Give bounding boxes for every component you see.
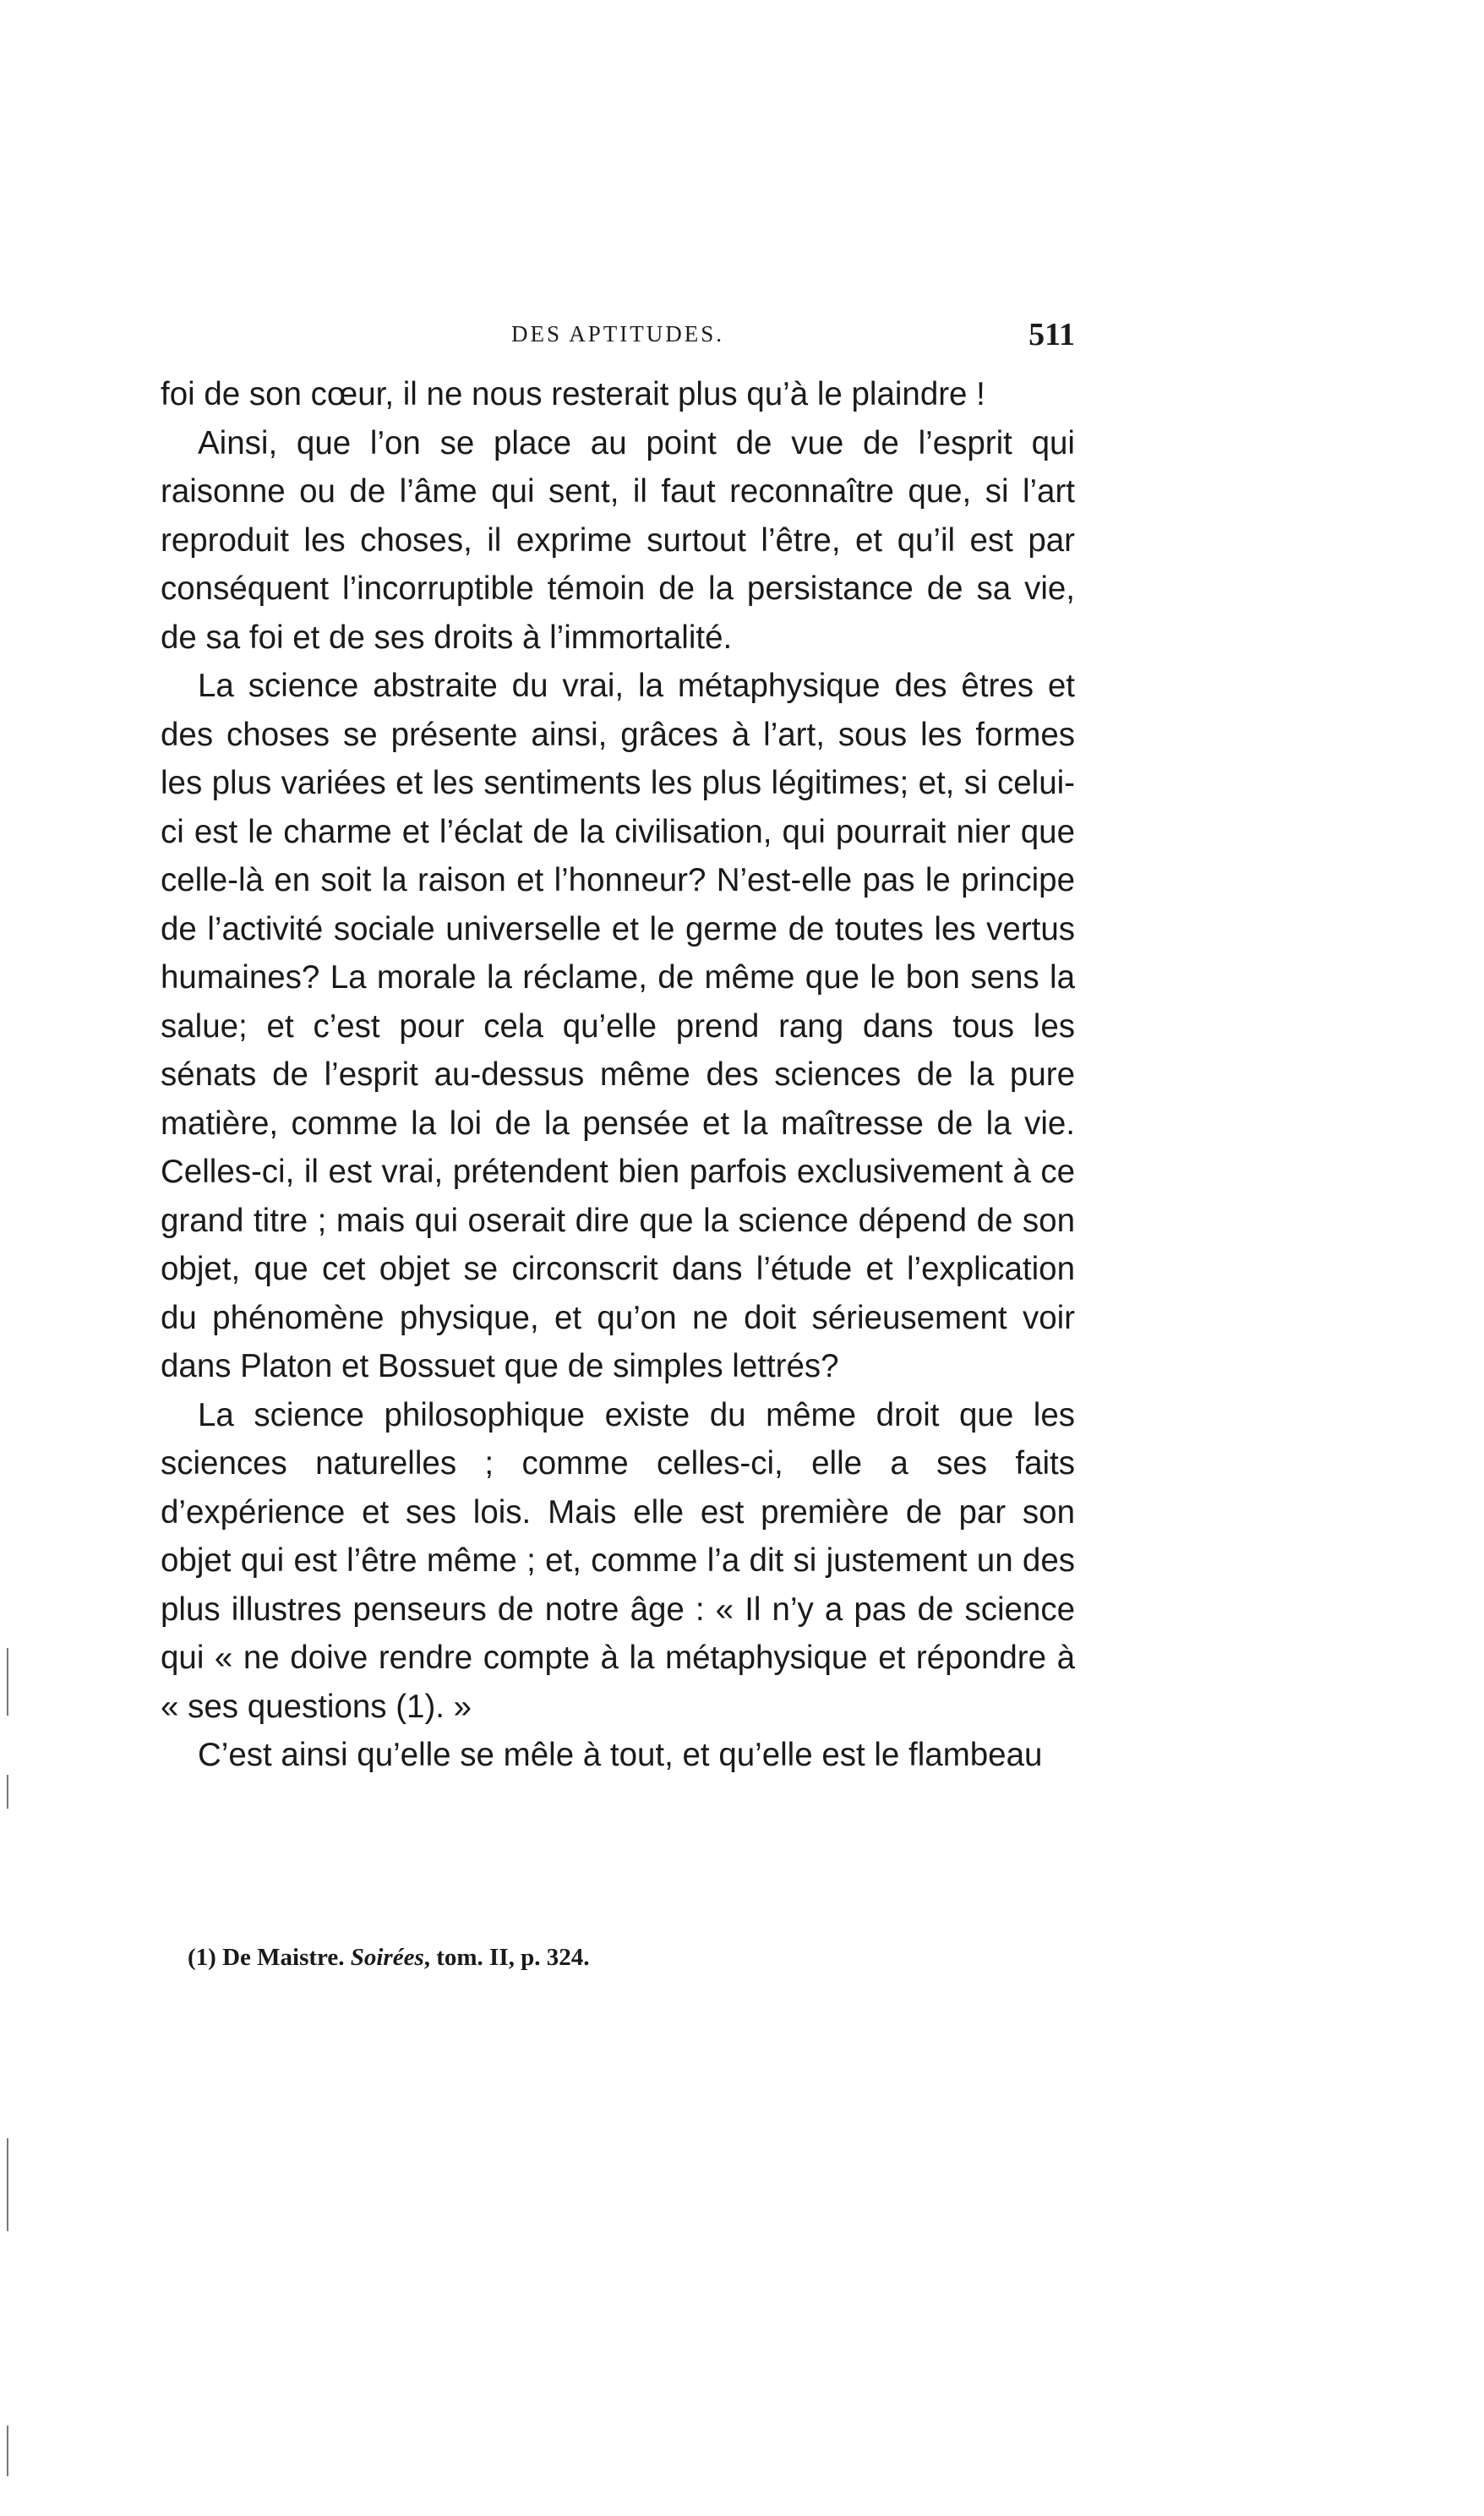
footnote-author: De Maistre.: [222, 1944, 345, 1971]
page-number: 511: [1028, 317, 1075, 352]
paragraph: La science abstraite du vrai, la métaphysique des êtres et des choses se présente ainsi, grâces à l’art, sous les formes les plus variées et les sentiments les plus légitimes; et, si celui-ci est le charme et l’éclat de la civilisation, qui pourrait nier que celle-là en soit la raison et l’honneur? N’est-elle pas le principe de l’activité sociale universelle et le germe de toutes les vertus humaines? La morale la réclame, de même que le bon sens la salue; et c’est pour cela qu’elle prend rang dans tous les sénats de l’esprit au-dessus même des sciences de la pure matière, comme la loi de la pensée et la maîtresse de la vie. Celles-ci, il est vrai, prétendent bien parfois exclusivement à ce grand titre ; mais qui oserait dire que la science dépend de son objet, que cet objet se circonscrit dans l’étude et l’explication du phénomène physique, et qu’on ne doit sérieusement voir dans Platon et Bossuet que de simples lettrés?: [161, 668, 1075, 1384]
scan-margin-mark: [7, 2426, 8, 2476]
paragraph: C’est ainsi qu’elle se mêle à tout, et qu’elle est le flambeau: [198, 1737, 1043, 1773]
paragraph-continuation: foi de son cœur, il ne nous resterait plus qu’à le plaindre !: [161, 376, 985, 412]
running-head: [161, 316, 1075, 358]
body-text: [161, 370, 1075, 1780]
scan-margin-mark: [7, 1775, 8, 1809]
running-title: DES APTITUDES.: [510, 321, 724, 347]
footnote: [188, 1944, 590, 1972]
paragraph: Ainsi, que l’on se place au point de vue de l’esprit qui raisonne ou de l’âme qui sent, il faut reconnaître que, si l’art reproduit les choses, il exprime surtout l’être, et qu’il est par conséquent l’incorruptible témoin de la persistance de sa vie, de sa foi et de ses droits à l’immortalité.: [161, 424, 1075, 656]
footnote-marker: (1): [188, 1944, 216, 1971]
paragraph: La science philosophique existe du même droit que les sciences naturelles ; comme celles-ci, elle a ses faits d’expérience et ses lois. Mais elle est première de par son objet qui est l’être même ; et, comme l’a dit si justement un des plus illustres penseurs de notre âge : « Il n’y a pas de science qui « ne doive rendre compte à la métaphysique et répondre à « ses questions (1). »: [161, 1396, 1075, 1725]
footnote-reference: , tom. II, p. 324.: [423, 1944, 590, 1971]
scan-margin-mark: [7, 2138, 8, 2231]
footnote-work: Soirées: [350, 1944, 424, 1971]
scan-margin-mark: [7, 1648, 8, 1716]
